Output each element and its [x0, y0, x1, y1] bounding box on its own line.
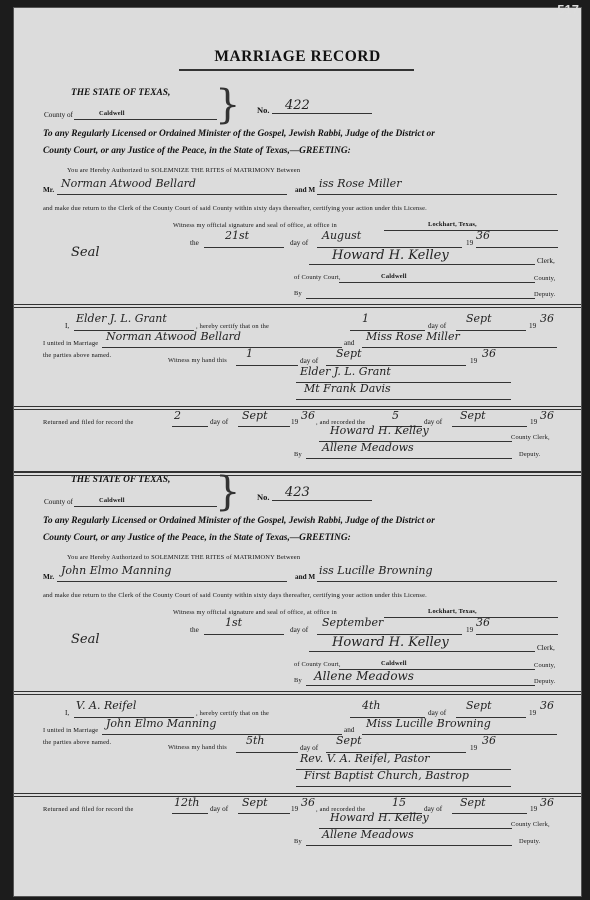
cert-year-prefix: 19 — [529, 322, 537, 330]
county-clerk-label: County Clerk, — [511, 434, 550, 441]
issue-year: 36 — [476, 229, 490, 242]
intro-line-2: County Court, or any Justice of the Peace, in the State of Texas,—GREETING: — [43, 533, 351, 543]
deputy2-label: Deputy. — [519, 838, 541, 845]
issue-day-line — [204, 634, 284, 635]
recorded-text: , and recorded the — [316, 806, 366, 813]
cert-year-prefix: 19 — [529, 709, 537, 717]
ret-day-line — [172, 813, 208, 814]
cert-i-label: I, — [65, 709, 70, 717]
clerk-signature: Howard H. Kelley — [332, 248, 449, 263]
county-value: Caldwell — [99, 497, 125, 504]
intro-line-2: County Court, or any Justice of the Peace, in the State of Texas,—GREETING: — [43, 146, 351, 156]
marriage-record-page — [13, 2, 582, 897]
cert-day-of: day of — [428, 322, 447, 330]
united-and: and — [344, 339, 355, 347]
deputy2-signature: Allene Meadows — [322, 828, 414, 841]
and-miss-label: and M — [295, 186, 316, 194]
united-groom: John Elmo Manning — [106, 717, 217, 730]
issue-year: 36 — [476, 616, 490, 629]
by-label: By — [294, 290, 302, 297]
cert-text: , hereby certify that on the — [196, 710, 270, 717]
record-separator — [14, 471, 581, 476]
deputy-signature: Allene Meadows — [314, 669, 414, 683]
united-groom: Norman Atwood Bellard — [106, 330, 241, 343]
officiant-signature-2: First Baptist Church, Bastrop — [304, 769, 469, 782]
county-label: County of — [44, 498, 73, 506]
officiant-signature-1: Elder J. L. Grant — [300, 365, 391, 378]
issue-month: September — [322, 616, 384, 629]
county2-value: Caldwell — [381, 660, 407, 667]
hand-year: 36 — [482, 734, 496, 747]
section-divider — [14, 691, 581, 695]
rec-day: 15 — [392, 796, 406, 809]
cert-text: , hereby certify that on the — [196, 323, 270, 330]
issue-year-line — [476, 634, 558, 635]
intro-line-1: To any Regularly Licensed or Ordained Minister of the Gospel, Jewish Rabbi, Judge of the District or — [43, 129, 435, 139]
page-title: MARRIAGE RECORD — [214, 48, 381, 65]
cert-year: 36 — [540, 312, 554, 325]
mr-label: Mr. — [43, 573, 55, 581]
hand-month: Sept — [336, 347, 362, 360]
officiant-name: V. A. Reifel — [76, 699, 137, 712]
rec-month-line — [452, 813, 527, 814]
year-prefix: 19 — [466, 239, 474, 247]
ret-year-prefix: 19 — [291, 418, 299, 426]
officiant-sig2-line — [296, 786, 511, 787]
county-clerk-signature: Howard H. Kelley — [330, 424, 429, 437]
the-label: the — [190, 239, 199, 247]
year-prefix: 19 — [466, 626, 474, 634]
of-county-court-label: of County Court, — [294, 661, 341, 668]
rec-month: Sept — [460, 409, 486, 422]
clerk-label: Clerk, — [537, 644, 555, 652]
clerk-line — [309, 651, 535, 652]
county-line — [74, 506, 217, 507]
county-label-2: County, — [534, 275, 556, 282]
officiant-signature-1: Rev. V. A. Reifel, Pastor — [300, 752, 430, 765]
hand-year-prefix: 19 — [470, 357, 478, 365]
clerk-signature: Howard H. Kelley — [332, 635, 449, 650]
deputy-label: Deputy. — [534, 291, 556, 298]
mr-label: Mr. — [43, 186, 55, 194]
the-label: the — [190, 626, 199, 634]
brace: } — [215, 82, 241, 128]
rec-day-of: day of — [424, 805, 443, 813]
no-label: No. — [257, 492, 270, 502]
and-miss-label: and M — [295, 573, 316, 581]
cert-day: 1 — [362, 312, 369, 325]
rec-year: 36 — [540, 409, 554, 422]
hand-day: 5th — [246, 734, 265, 747]
cert-month: Sept — [466, 699, 492, 712]
returned-text: Returned and filed for record the — [43, 419, 134, 426]
bride-line — [317, 581, 557, 582]
deputy-label: Deputy. — [534, 678, 556, 685]
section-divider — [14, 793, 581, 797]
cert-month: Sept — [466, 312, 492, 325]
record-2 — [14, 8, 581, 898]
seal-text: Seal — [71, 632, 100, 647]
issue-day: 21st — [225, 229, 250, 242]
no-label: No. — [257, 105, 270, 115]
number-line — [272, 500, 372, 501]
rec-day-of: day of — [424, 418, 443, 426]
hand-day-of: day of — [300, 744, 319, 752]
authorized-text: You are Hereby Authorized to SOLEMNIZE THE RITES of MATRIMONY Between — [67, 554, 301, 561]
by-label: By — [294, 677, 302, 684]
county2-value: Caldwell — [381, 273, 407, 280]
deputy2-label: Deputy. — [519, 451, 541, 458]
cert-day: 4th — [362, 699, 381, 712]
united-label: I united in Marriage — [43, 340, 99, 347]
county-value: Caldwell — [99, 110, 125, 117]
united-label: I united in Marriage — [43, 727, 99, 734]
witness-text: Witness my official signature and seal of office, at office in — [173, 609, 337, 616]
office-line — [384, 617, 558, 618]
authorized-text: You are Hereby Authorized to SOLEMNIZE THE RITES of MATRIMONY Between — [67, 167, 301, 174]
day-of-label: day of — [290, 239, 309, 247]
united-groom-line — [102, 734, 342, 735]
witness-text: Witness my official signature and seal of office, at office in — [173, 222, 337, 229]
county-clerk-signature: Howard H. Kelley — [330, 811, 429, 824]
county-label-2: County, — [534, 662, 556, 669]
county-clerk-label: County Clerk, — [511, 821, 550, 828]
witness-hand-label: Witness my hand this — [168, 744, 227, 751]
page-number: 517 — [557, 2, 579, 17]
hand-day: 1 — [246, 347, 253, 360]
groom-name: Norman Atwood Bellard — [61, 177, 196, 190]
seal-text: Seal — [71, 245, 100, 260]
rec-year-prefix: 19 — [530, 418, 538, 426]
state-heading: THE STATE OF TEXAS, — [71, 475, 171, 485]
license-number: 423 — [285, 485, 310, 500]
clerk-label: Clerk, — [537, 257, 555, 265]
officiant-name: Elder J. L. Grant — [76, 312, 167, 325]
ret-day: 12th — [174, 796, 200, 809]
ret-day-of: day of — [210, 418, 229, 426]
deputy2-signature: Allene Meadows — [322, 441, 414, 454]
county-label: County of — [44, 111, 73, 119]
rec-day: 5 — [392, 409, 399, 422]
day-of-label: day of — [290, 626, 309, 634]
return-text: and make due return to the Clerk of the County Court of said County within sixty days thereafter, certifying your action under this License. — [43, 205, 427, 212]
parties-text: the parties above named. — [43, 739, 112, 746]
by2-label: By — [294, 838, 302, 845]
rec-month: Sept — [460, 796, 486, 809]
returned-text: Returned and filed for record the — [43, 806, 134, 813]
ret-month: Sept — [242, 796, 268, 809]
recorded-text: , and recorded the — [316, 419, 366, 426]
united-bride-line — [362, 734, 557, 735]
deputy-line — [306, 685, 535, 686]
issue-day: 1st — [225, 616, 243, 629]
by2-label: By — [294, 451, 302, 458]
hand-day-of: day of — [300, 357, 319, 365]
of-county-court-label: of County Court, — [294, 274, 341, 281]
rec-year-prefix: 19 — [530, 805, 538, 813]
cert-year: 36 — [540, 699, 554, 712]
united-bride: Miss Lucille Browning — [366, 717, 491, 730]
brace: } — [215, 469, 241, 515]
bride-name: iss Rose Miller — [319, 177, 402, 190]
ret-year-prefix: 19 — [291, 805, 299, 813]
rec-year: 36 — [540, 796, 554, 809]
license-number: 422 — [285, 98, 310, 113]
ret-year: 36 — [301, 796, 315, 809]
groom-name: John Elmo Manning — [61, 564, 172, 577]
intro-line-1: To any Regularly Licensed or Ordained Minister of the Gospel, Jewish Rabbi, Judge of the District or — [43, 516, 435, 526]
ret-month: Sept — [242, 409, 268, 422]
office-place: Lockhart, Texas, — [428, 608, 477, 615]
groom-line — [57, 581, 287, 582]
united-and: and — [344, 726, 355, 734]
parties-text: the parties above named. — [43, 352, 112, 359]
hand-year-prefix: 19 — [470, 744, 478, 752]
deputy2-line — [306, 845, 512, 846]
office-place: Lockhart, Texas, — [428, 221, 477, 228]
cert-i-label: I, — [65, 322, 70, 330]
bride-name: iss Lucille Browning — [319, 564, 433, 577]
return-text: and make due return to the Clerk of the County Court of said County within sixty days thereafter, certifying your action under this License. — [43, 592, 427, 599]
state-heading: THE STATE OF TEXAS, — [71, 88, 171, 98]
hand-day-line — [236, 752, 298, 753]
hand-month: Sept — [336, 734, 362, 747]
officiant-signature-2: Mt Frank Davis — [304, 382, 391, 395]
issue-month: August — [322, 229, 362, 242]
ret-year: 36 — [301, 409, 315, 422]
ret-month-line — [238, 813, 290, 814]
hand-year: 36 — [482, 347, 496, 360]
witness-hand-label: Witness my hand this — [168, 357, 227, 364]
ret-day: 2 — [174, 409, 181, 422]
cert-day-of: day of — [428, 709, 447, 717]
ret-day-of: day of — [210, 805, 229, 813]
united-bride: Miss Rose Miller — [366, 330, 460, 343]
